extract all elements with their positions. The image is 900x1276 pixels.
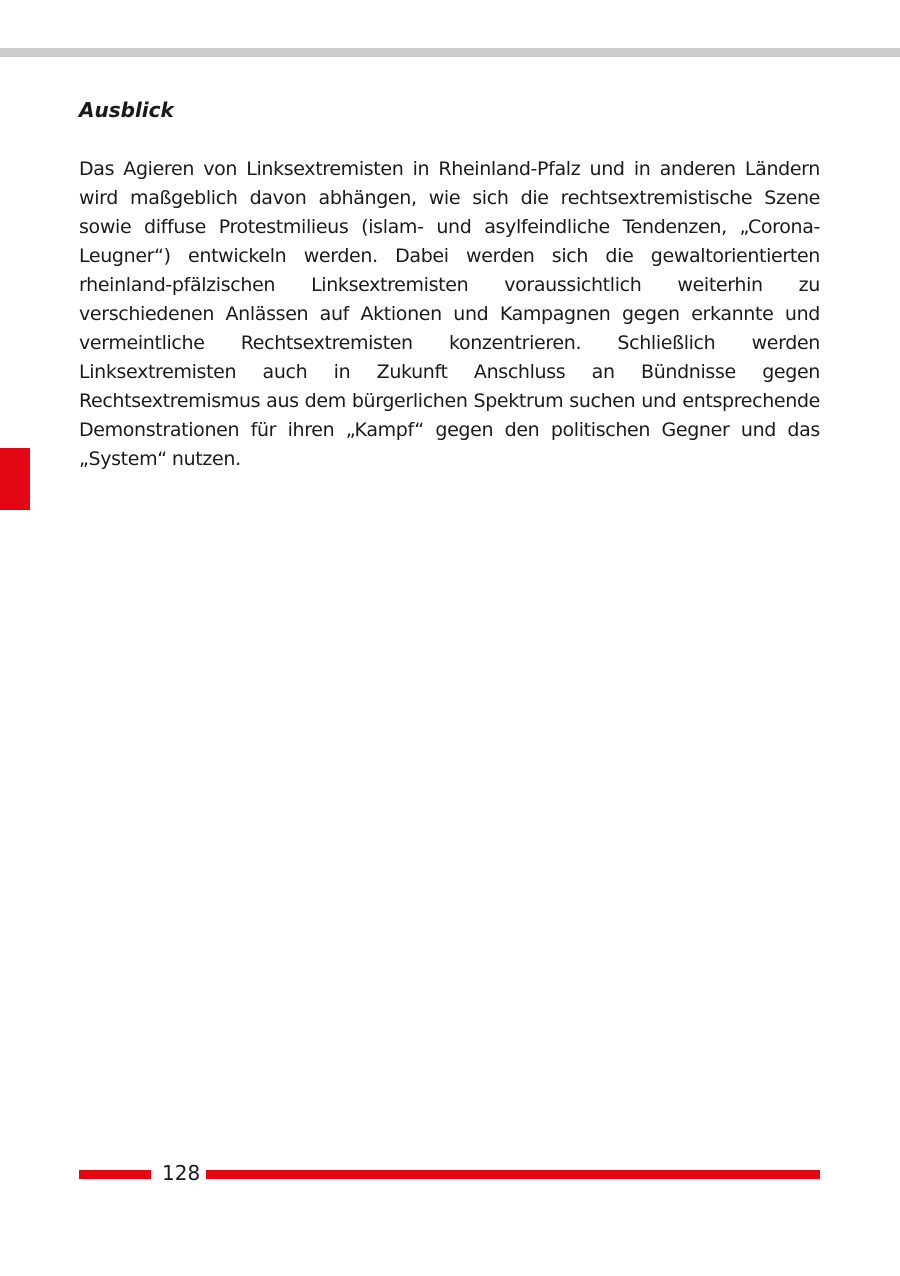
page-number: 128 <box>162 1161 201 1185</box>
body-paragraph: Das Agieren von Linksextremisten in Rheinland-Pfalz und in anderen Ländern wird maßgeblich davon abhängen, wie sich die rechtsextremistische Szene sowie diffuse Protestmilieus (islam- und asylfeindliche Tendenzen, „Corona-Leugner“) entwickeln werden. Dabei werden sich die gewaltorientierten rheinland-pfälzischen Linksextremisten voraussichtlich weiterhin zu verschiedenen Anlässen auf Aktionen und Kampagnen gegen erkannte und vermeintliche Rechtsextremisten konzentrieren. Schließlich werden Linksextremisten auch in Zukunft Anschluss an Bündnisse gegen Rechtsextremismus aus dem bürgerlichen Spektrum suchen und entsprechende Demonstrationen für ihren „Kampf“ gegen den politischen Gegner und das „System“ nutzen. <box>79 158 820 470</box>
footer-rule-left <box>79 1170 151 1179</box>
top-divider <box>0 48 900 57</box>
section-heading: Ausblick <box>79 98 174 122</box>
chapter-tab-marker <box>0 448 30 510</box>
page-footer <box>79 1160 820 1186</box>
footer-rule-right <box>206 1170 820 1179</box>
